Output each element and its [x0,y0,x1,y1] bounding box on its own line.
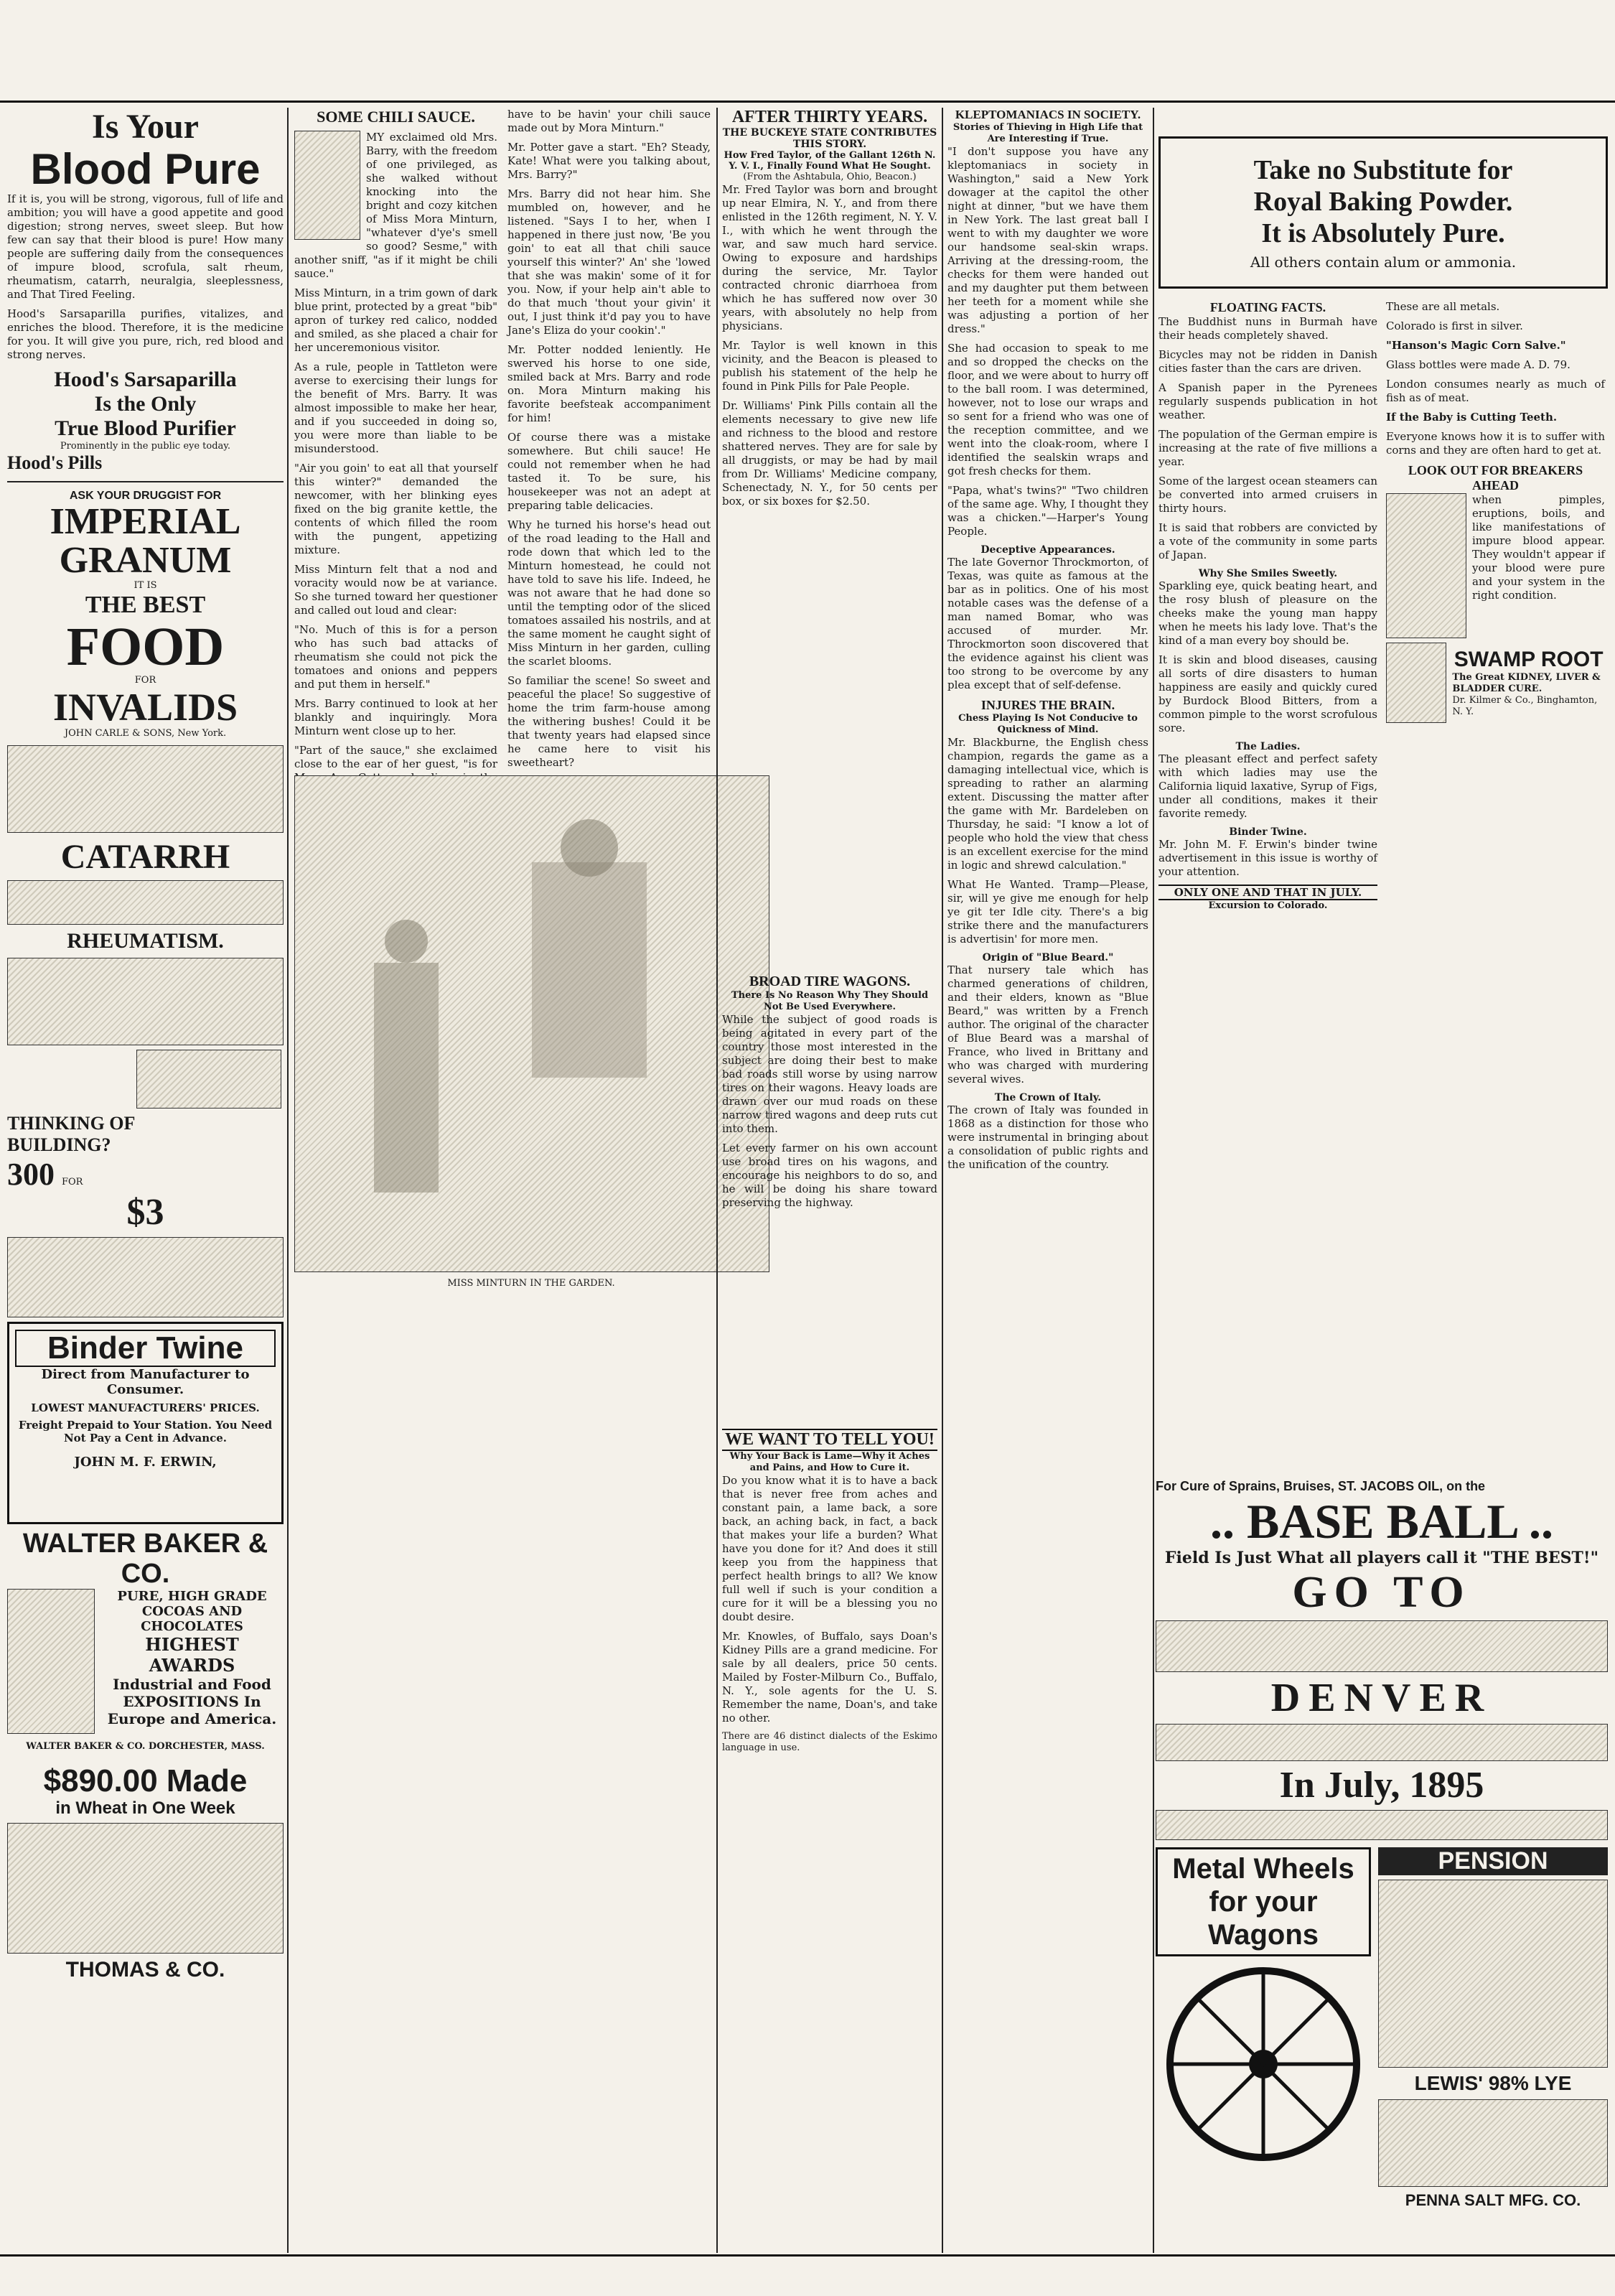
klepto-title: KLEPTOMANIACS IN SOCIETY. [955,108,1141,121]
twine-title: Binder Twine. [1229,826,1307,838]
binder-freight: Freight Prepaid to Your Station. You Need Not Pay a Cent in Advance. [18,1419,273,1445]
column-3 [722,108,937,2253]
num-300: 300 [7,1157,55,1192]
invalids: INVALIDS [52,686,238,729]
pension-text-block [1378,1880,1608,2068]
broad-tire-title: BROAD TIRE WAGONS. [749,974,911,989]
baker-expositions: Industrial and Food EXPOSITIONS In Europe and America. [107,1676,277,1727]
want-p7: Mr. Knowles, of Buffalo, says Doan's Kidney Pills are a grand medicine. For sale by all dealers, price 50 cents. Mailed by Foster-Milburn Co., Buffalo, N. Y., sole agents for the U. S. Remember the name, Doan's, and take no other. [722,1630,937,1725]
float-2: Bicycles may not be ridden in Danish cities faster than the cars are driven. [1158,348,1377,375]
swamp-root-2: The Great KIDNEY, LIVER & BLADDER CURE. [1452,672,1601,694]
made-wheat: in Wheat in One Week [55,1798,235,1818]
head-illustration [7,745,284,833]
swamp-root: SWAMP ROOT [1454,648,1604,671]
want-title: WE WANT TO TELL YOU! [722,1429,937,1451]
july-text-block [1156,1810,1608,1840]
blue-p7: That nursery tale which has charmed generations of children, and their elders, known as "Blue Beard," was written by a French author. The original of the character of Blue Beard was a marshal of France, who lived in Brittany and who was charged with murdering several wives. [947,963,1148,1086]
thomas-co: THOMAS & CO. [65,1958,225,1982]
garden-illustration [294,775,769,1272]
right-6: If the Baby is Cutting Teeth. [1386,411,1558,424]
story-p1: MY exclaimed old Mrs. Barry, with the freedom of one privileged, as she walked without knocking into the bright and cozy kitchen of Miss Mora Minturn, "whatever d'ye's smell so good? Sesme," with another sniff, "as if it might be chili sauce." [294,131,497,280]
right-3: "Hanson's Magic Corn Salve." [1386,339,1566,352]
story-p4: "Air you goin' to eat all that yourself this winter?" demanded the newcomer, with her blinking eyes fixed on the big granite kettle, the contents of which filled the room with the pungent, appetizing mixture. [294,462,497,556]
the-best: THE BEST [85,592,206,618]
float-8: It is skin and blood diseases, causing all sorts of dire disasters to human happiness are easily and quickly cured by Burdock Blood Bitters, from a common pimple to the worst scrofulous sore. [1158,653,1377,734]
jacobs-line: For Cure of Sprains, Bruises, ST. JACOBS OIL, on the [1156,1479,1486,1493]
baker-awards: HIGHEST AWARDS [145,1634,239,1676]
smile-title: Why She Smiles Sweetly. [1198,568,1338,579]
story-p6: "No. Much of this is for a person who has such bad attacks of rheumatism she could not pick the tomatoes and onions and peppers and put them in herself." [294,623,497,691]
ad-title-blood-pure: Blood Pure [30,145,261,193]
metal-wheels: Metal Wheels for your Wagons [1156,1847,1371,1956]
float-10: Mr. John M. F. Erwin's binder twine advertisement in this issue is worthy of your attention. [1158,838,1377,878]
after-thirty-sub2: How Fred Taylor, of the Gallant 126th N. Y. V. I., Finally Found What He Sought. [724,150,936,172]
want-to-tell-section [722,1429,937,1760]
binder-twine-ad [7,1322,284,1524]
royal-line1: Take no Substitute for [1253,155,1513,185]
float-1: The Buddhist nuns in Burmah have their heads completely shaved. [1158,315,1377,342]
hood-pills: Hood's Pills [7,452,103,473]
royal-baking-ad [1158,136,1608,289]
right-5: London consumes nearly as much of fish as of meat. [1386,378,1605,404]
want-p8: There are 46 distinct dialects of the Eskimo language in use. [722,1731,937,1753]
excursion: Excursion to Colorado. [1208,900,1328,911]
royal-line2: Royal Baking Powder. [1253,187,1513,217]
denver: DENVER [1270,1676,1493,1720]
after-thirty-p2: Mr. Taylor is well known in this vicinity, and the Beacon is pleased to publish his statement of the help he found in Pink Pills for Pale People. [722,339,937,393]
made-890: $890.00 Made [43,1763,248,1798]
pension: PENSION [1378,1847,1608,1875]
klepto-p3: "Papa, what's twins?" "Two children of the same age. Why, I thought they was a chicken."—Harper's Young People. [947,484,1148,538]
after-thirty-dateline: (From the Ashtabula, Ohio, Beacon.) [743,172,917,182]
float-3: A Spanish paper in the Pyrenees regularly suspends publication in hot weather. [1158,381,1377,421]
hood-prominently: Prominently in the public eye today. [60,441,231,452]
only-one: ONLY ONE AND THAT IN JULY. [1158,885,1377,900]
hood-purifier: True Blood Purifier [55,416,236,440]
hood-sarsaparilla: Hood's Sarsaparilla [54,368,237,391]
story-p3: As a rule, people in Tattleton were averse to exercising their lungs for the benefit of Mrs. Barry. It was almost impossible to make her hear, and if you succeeded in doing so, you were more than liable to be misunderstood. [294,360,497,455]
in-july: In July, 1895 [1279,1765,1484,1806]
float-5: Some of the largest ocean steamers can be converted into armed cruisers in thirty hours. [1158,475,1377,515]
ask-druggist: ASK YOUR DRUGGIST FOR [69,490,222,502]
story-r7: So familiar the scene! So sweet and peaceful the place! So suggestive of home the trim farm-house among the withering bushes! Could it be that twenty years had elapsed since he came here to visit his sweetheart? [507,674,711,769]
klepto-p1: "I don't suppose you have any kleptomaniacs in society in Washington," said a New York dowager at the capitol the other night at dinner, "but we have them in New York. The last great ball I went to with my daughter we wore our handsome seal-skin wraps. Arriving at the dressing-room, the checks for them were handed out and my daughter put them between her teeth for a moment while she was adjusting a portion of her dress." [947,145,1148,335]
breakers-title: LOOK OUT FOR BREAKERS AHEAD [1408,463,1583,493]
klepto-p2: She had occasion to speak to me and so dropped the checks on the floor, and we were about to hurry off to the ball room. I was determined, however, not to lose our wraps and so sent for a friend who was one of the reception committee, and we went into the cloak-room, where I identified the sealskin wraps and got fresh checks for them. [947,342,1148,477]
bottom-rule [0,2254,1615,2257]
want-p6: Do you know what it is to have a back that is never free from aches and constant pain, a lame back, a sore back, an aching back, in fact, a back that makes your life a burden? What have you done for it? And does it still keep you from the happiness that perfect health brings to all? We know full well if such is your condition a cure for it will be a blessing you no doubt desire. [722,1474,937,1623]
john-carle: JOHN CARLE & SONS, New York. [64,728,227,739]
crown-title: The Crown of Italy. [994,1092,1102,1103]
swamp-root-rooster [1386,643,1446,723]
crown-p8: The crown of Italy was founded in 1868 as a distinction for those who were instrumental in bringing about a consolidation of public rights and the unification of the country. [947,1103,1148,1171]
brain-title: INJURES THE BRAIN. [980,698,1115,712]
story-r4: Mr. Potter nodded leniently. He swerved his horse to one side, smiled back at Mrs. Barry and rode on. Mora Minturn making his favorite beefsteak accompaniment for him! [507,343,711,424]
klepto-sub: Stories of Thieving in High Life that Are Interesting if True. [952,122,1143,144]
column-1 [7,108,284,2253]
story-r3: Mrs. Barry did not hear him. She mumbled on, however, and he listened. "Says I to her, when I happened in there just now, 'Be you goin' to eat all that chili sauce yourself this winter?' An' she 'lowed that she was makin' some of it for you. Now, if your help ain't able to do that much 'thout your givin' it out, I just think it'd pay you to have Jane's Eliza do your cookin'." [507,187,711,337]
deceptive-title: Deceptive Appearances. [980,544,1115,556]
ladies-title: The Ladies. [1235,741,1301,752]
story-r2: Mr. Potter gave a start. "Eh? Steady, Kate! What were you talking about, Mrs. Barry?" [507,141,711,181]
want-sub: Why Your Back is Lame—Why it Aches and Pains, and How to Cure it. [729,1451,930,1473]
thinking-of: THINKING OF [7,1113,136,1134]
hood-body-1: If it is, you will be strong, vigorous, full of life and ambition; you will have a good appetite and good digestion; strong nerves, sweet sleep. But how few can say that their blood is pure! How many people are suffering daily from the consequences of impure blood, scrofula, salt rheum, rheumatism, catarrh, neuralgia, sleeplessness, and That Tired Feeling. [7,192,284,301]
top-rule [0,101,1615,103]
deceptive-p4: The late Governor Throckmorton, of Texas, was quite as famous at the bar as in politics. One of his most notable cases was the defense of a man named Bomar, who was accused of murder. Mr. Throckmorton soon discovered that the evidence against his client was too strong to be overcome by any plea except that of self-defense. [947,556,1148,691]
initial-m-illustration [294,131,360,240]
story-p7: Mrs. Barry continued to look at her blankly and inquiringly. Mora Minturn went close up to her. [294,697,497,737]
wheel-illustration [1156,1956,1371,2172]
walter-baker: WALTER BAKER & CO. [22,1529,268,1589]
rheumatism-text-block [7,958,284,1045]
float-9: The pleasant effect and perfect safety with which ladies may use the California liquid laxative, Syrup of Figs, under all conditions, makes it their favorite remedy. [1158,752,1377,820]
imperial-granum: IMPERIAL GRANUM [50,501,241,581]
float-6: It is said that robbers are convicted by a vote of the community in some parts of Japan. [1158,521,1377,561]
right-2: Colorado is first in silver. [1386,319,1523,332]
three-dollars: $3 [126,1192,164,1233]
brain-p5: Mr. Blackburne, the English chess champion, regards the game as a damaging intellectual vice, which is spreading to rather an alarming extent. Discussing the matter after the game with Mr. Bardeleben on Thursday, he said: "I know a lot of people who hold the view that chess is an excellent exercise for the mind in logic and shrewd calculation." [947,736,1148,872]
binder-twine-title: Binder Twine [15,1330,276,1367]
penna-salt: PENNA SALT MFG. CO. [1405,2191,1581,2209]
floating-title: FLOATING FACTS. [1209,300,1326,314]
brain-p6: What He Wanted. Tramp—Please, sir, will ye give me enough for help ye git ter Idle city. There's a big strike there and the manufacturers is advertisin' for more men. [947,878,1148,946]
broad-tire-sub: There Is No Reason Why They Should Not Be Used Everywhere. [731,990,929,1012]
after-thirty-p3: Dr. Williams' Pink Pills contain all the elements necessary to give new life and richness to the blood and restore shattered nerves. They are for sale by all druggists, or may be had by mail from Dr. Williams' Medicine company, Schenectady, N. Y., for 50 cents per box, or six boxes for $2.50. [722,399,937,508]
story-r1: have to be havin' your chili sauce made out by Mora Minturn." [507,108,711,134]
lewis-lye: LEWIS' 98% LYE [1414,2072,1572,2094]
for: FOR [134,675,156,686]
hood-body-2: Hood's Sarsaparilla purifies, vitalizes, and enriches the blood. Therefore, it is the medicine for you. It will give you pure, rich, red blood and strong nerves. [7,307,284,361]
royal-line3: It is Absolutely Pure. [1261,218,1505,248]
story-r5: Of course there was a mistake somewhere. But chili sauce! He could not remember when he had tasted it. To be sure, his housekeeper was not an adept at preparing table delicacies. [507,431,711,512]
building: BUILDING? [7,1134,111,1155]
swamp-root-3: Dr. Kilmer & Co., Binghamton, N. Y. [1452,695,1598,717]
parkers-hair-balsam [136,1050,281,1109]
story-p2: Miss Minturn, in a trim gown of dark blue print, protected by a great "bib" apron of turkey red calico, nodded and smiled, as she placed a chair for her unceremonious visitor. [294,286,497,354]
hood-only: Is the Only [94,392,197,416]
broad-tire-p4: While the subject of good roads is being agitated in every part of the country those most interested in the subject are doing their best to make bad roads still worse by using narrow tires on their wagons. Heavy loads are drawn over our mud roads on these narrow tired wagons and deep ruts cut into them. [722,1013,937,1135]
right-4: Glass bottles were made A. D. 79. [1386,358,1570,371]
rheumatism: RHEUMATISM. [67,929,224,953]
right-8: when pimples, eruptions, boils, and like manifestations of impure blood appear. They wouldn't appear if your blood were pure and your system in the right condition. [1472,493,1605,602]
baker-cocoas: PURE, HIGH GRADE COCOAS AND CHOCOLATES [117,1589,267,1634]
after-thirty-p1: Mr. Fred Taylor was born and brought up near Elmira, N. Y., and from there enlisted in the 126th regiment, N. Y. V. I., with which he went through the war, and saw much hard service. Owing to exposure and hardships during the service, Mr. Taylor contracted chronic diarrhoea from which he has suffered now over 30 years, with absolutely no help from physicians. [722,183,937,332]
for-300: FOR [62,1177,83,1187]
catarrh-text-block [7,880,284,925]
float-4: The population of the German empire is increasing at the rate of five millions a year. [1158,428,1377,468]
story-title: SOME CHILI SAUCE. [317,108,475,126]
ad-title-is-your: Is Your [92,108,199,146]
broad-tire-p5: Let every farmer on his own account use broad tires on his wagons, and encourage his neighbors to do so, and he will be doing his share toward preserving the highway. [722,1142,937,1209]
denver-text-block [1156,1620,1608,1672]
story-r6: Why he turned his horse's head out of the road leading to the Hall and rode down that which led to the Minturn homestead, he could not have told to save his life. Indeed, he was not aware that he had done so until the tempting odor of the sliced tomatoes assailed his nostrils, and at the same moment he caught sight of Miss Minturn in her garden, culling the scarlet blooms. [507,518,711,668]
garden-caption: MISS MINTURN IN THE GARDEN. [447,1278,615,1289]
after-thirty-sub1: THE BUCKEYE STATE CONTRIBUTES THIS STORY. [722,127,937,150]
base-field: Field Is Just What all players call it "THE BEST!" [1164,1549,1599,1567]
food: FOOD [66,617,225,677]
denver-text-block-2 [1156,1724,1608,1761]
right-7: Everyone knows how it is to suffer with corns and they are often hard to get at. [1386,430,1605,457]
base-ball: .. BASE BALL .. [1209,1494,1554,1549]
house-plans-text [7,1237,284,1317]
catarrh: CATARRH [60,838,230,876]
story-p8: "Part of the sauce," she exclaimed close to the ear of her guest, "is for [294,744,497,770]
binder-lowest: LOWEST MANUFACTURERS' PRICES. [31,1401,260,1414]
blue-title: Origin of "Blue Beard." [982,952,1114,963]
column-4 [947,108,1148,2253]
after-thirty-title: AFTER THIRTY YEARS. [731,108,928,126]
brain-sub: Chess Playing Is Not Conducive to Quickness of Mind. [958,713,1138,735]
garden-scene [295,776,769,1271]
it-is: IT IS [134,580,157,591]
baker-lady-illustration [7,1589,95,1734]
story-p5: Miss Minturn felt that a nod and voracity would now be at variance. So she turned toward her questioner and called out loud and clear: [294,563,497,617]
float-7: Sparkling eye, quick beating heart, and the rosy blush of pleasure on the cheeks make the young man happy when he meets his lady love. That's the kind of a man every boy should be. [1158,579,1377,647]
baseball-ad [1156,1479,1608,2210]
baker-dorchester: WALTER BAKER & CO. DORCHESTER, MASS. [26,1741,265,1752]
go-to: GO TO [1292,1568,1471,1617]
binder-direct: Direct from Manufacturer to Consumer. [41,1367,250,1397]
right-1: These are all metals. [1386,300,1500,313]
binder-erwin: JOHN M. F. ERWIN, [74,1455,217,1470]
wheat-text-block [7,1823,284,1954]
sailor-illustration [1386,493,1466,638]
lye-text-block [1378,2099,1608,2187]
royal-line4: All others contain alum or ammonia. [1250,253,1517,271]
